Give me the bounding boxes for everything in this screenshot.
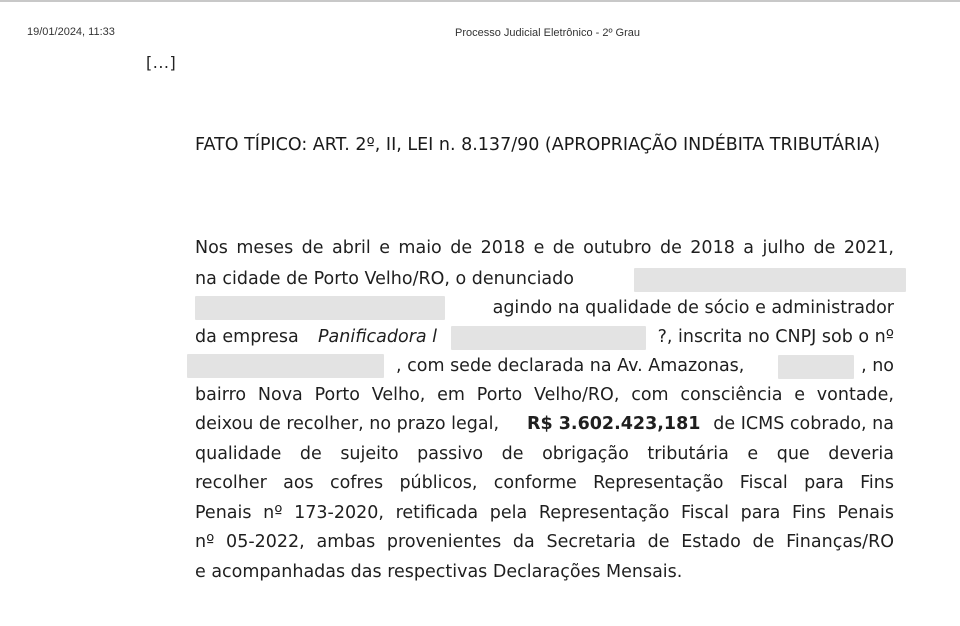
paragraph-line: , no (861, 356, 894, 376)
paragraph-line: deixou de recolher, no prazo legal, (195, 414, 500, 434)
section-heading: FATO TÍPICO: ART. 2º, II, LEI n. 8.137/90 (APROPRIAÇÃO INDÉBITA TRIBUTÁRIA) (195, 135, 881, 155)
paragraph-line: na cidade de Porto Velho/RO, o denunciado (195, 269, 574, 289)
paragraph-line: Nos meses de abril e maio de 2018 e de outubro de 2018 a julho de 2021, (195, 238, 894, 258)
redaction-box (634, 268, 906, 292)
paragraph-line: recolher aos cofres públicos, conforme Representação Fiscal para Fins (195, 473, 894, 493)
company-name: Panificadora l (318, 327, 438, 347)
redaction-box (187, 354, 384, 378)
paragraph-line: e acompanhadas das respectivas Declarações Mensais. (195, 562, 683, 582)
paragraph-line: qualidade de sujeito passivo de obrigação tributária e que deveria (195, 444, 894, 464)
print-datetime: 19/01/2024, 11:33 (27, 26, 115, 38)
print-system-title: Processo Judicial Eletrônico - 2º Grau (455, 27, 640, 39)
paragraph-line: agindo na qualidade de sócio e administrador (492, 298, 894, 318)
paragraph-line: ?, inscrita no CNPJ sob o nº (657, 327, 894, 347)
amount-value: R$ 3.602.423,181 (527, 414, 701, 434)
paragraph-line: da empresa (195, 327, 299, 347)
page-top-border (0, 0, 960, 2)
redaction-box (451, 326, 646, 350)
paragraph-line: de ICMS cobrado, na (713, 414, 894, 434)
omission-marker: [...] (146, 53, 177, 72)
paragraph-line: , com sede declarada na Av. Amazonas, (396, 356, 745, 376)
paragraph-line: nº 05-2022, ambas provenientes da Secretaria de Estado de Finanças/RO (195, 532, 894, 552)
redaction-box (778, 355, 854, 379)
redaction-box (195, 296, 445, 320)
paragraph-line: bairro Nova Porto Velho, em Porto Velho/RO, com consciência e vontade, (195, 385, 894, 405)
paragraph-line: Penais nº 173-2020, retificada pela Representação Fiscal para Fins Penais (195, 503, 894, 523)
